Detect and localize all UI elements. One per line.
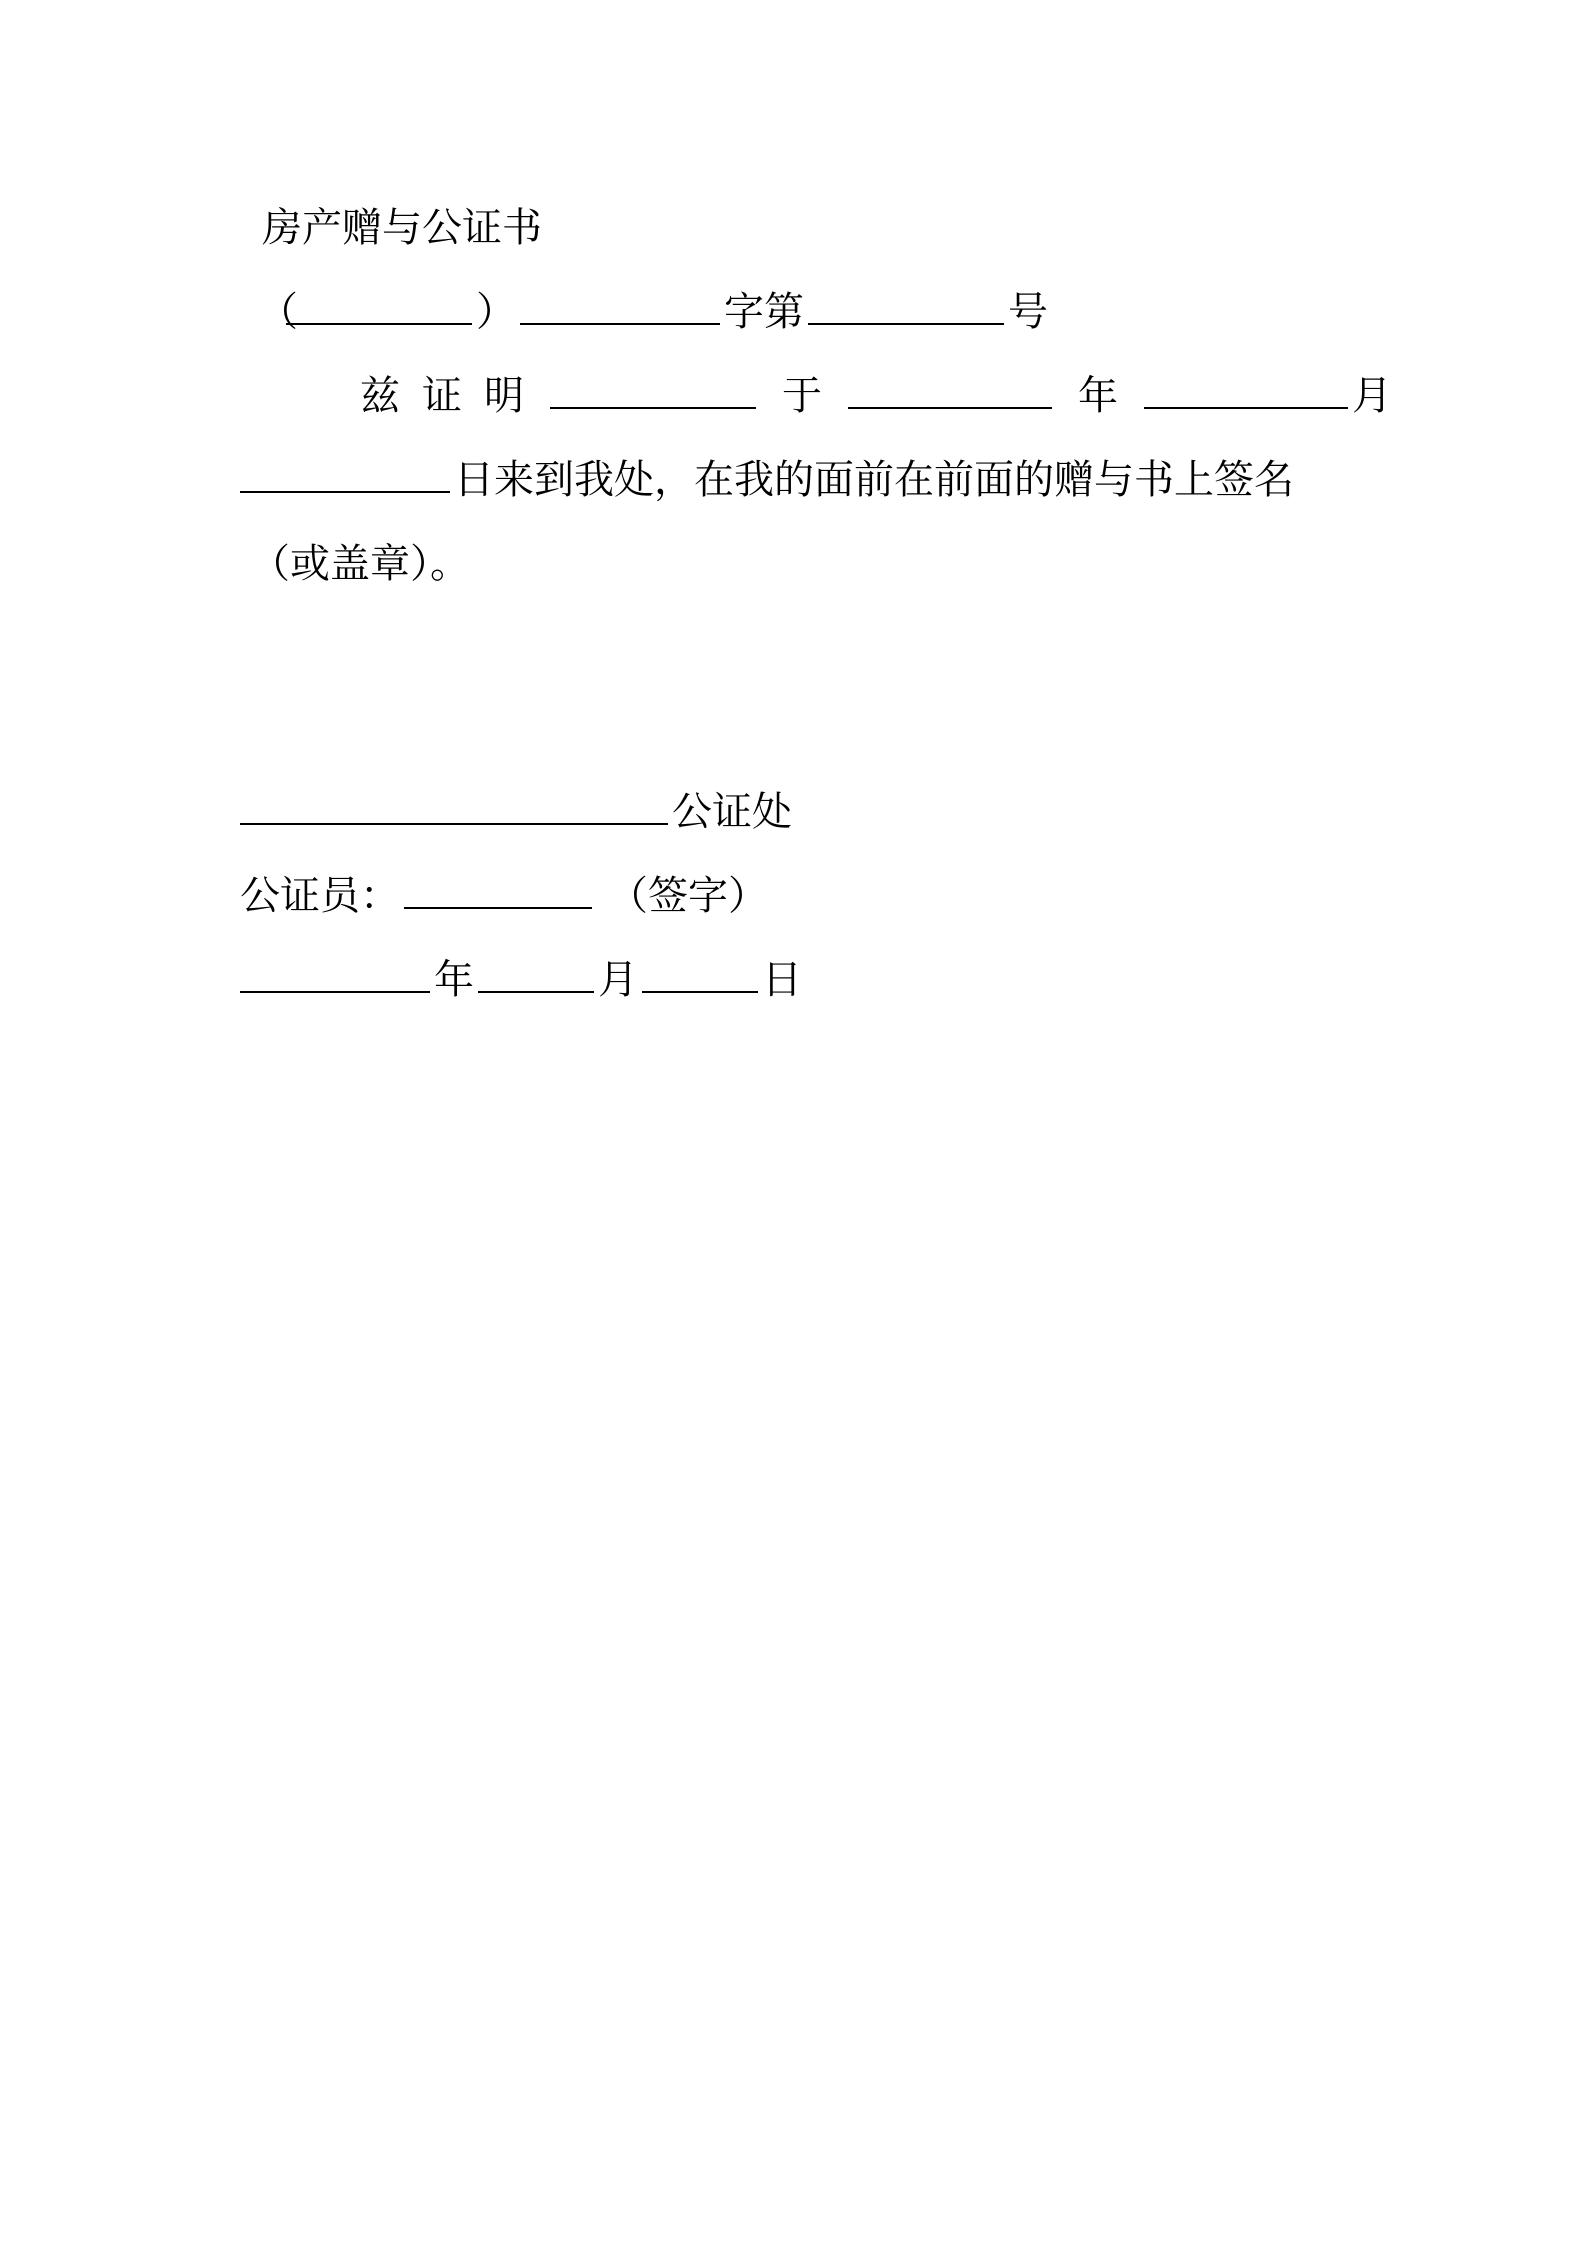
day-blank <box>240 457 450 493</box>
signature-date-line <box>240 956 802 1004</box>
office-suffix-text: 公证处 <box>672 789 792 835</box>
sign-year-blank <box>240 957 430 993</box>
yu-text: 于 <box>782 373 822 419</box>
zi-di-label: 字第 <box>724 289 804 335</box>
line3-text: （或盖章）。 <box>250 541 470 587</box>
certification-line-2 <box>240 456 1294 504</box>
document-title <box>262 204 542 252</box>
sign-note-text: （签字） <box>608 873 768 919</box>
sign-yue-text: 月 <box>598 957 638 1003</box>
close-paren: ） <box>476 289 516 335</box>
title-text: 房产赠与公证书 <box>262 205 542 251</box>
year-code-blank <box>286 289 472 325</box>
month-blank <box>1144 373 1348 409</box>
notary-label: 公证员： <box>240 873 400 919</box>
certification-line-1 <box>360 372 1392 420</box>
sign-day-blank <box>642 957 758 993</box>
serial-number-blank <box>808 289 1004 325</box>
open-paren: （ <box>258 289 298 335</box>
prefix-code-blank <box>520 289 720 325</box>
sign-ri-text: 日 <box>762 957 802 1003</box>
cert-start-text: 兹证明 <box>360 373 546 419</box>
certification-line-3 <box>250 540 470 588</box>
donor-name-blank <box>550 373 756 409</box>
year-blank <box>848 373 1052 409</box>
hao-label: 号 <box>1008 289 1048 335</box>
notary-office-blank <box>240 789 668 825</box>
yue-text: 月 <box>1352 373 1392 419</box>
notary-office-line <box>240 788 792 836</box>
notary-name-blank <box>404 873 592 909</box>
line2-text: 日来到我处，在我的面前在前面的赠与书上签名 <box>454 457 1294 503</box>
sign-nian-text: 年 <box>434 957 474 1003</box>
nian-text: 年 <box>1078 373 1118 419</box>
notary-signature-line <box>240 872 768 920</box>
sign-month-blank <box>478 957 594 993</box>
reference-number-line <box>258 288 1048 336</box>
